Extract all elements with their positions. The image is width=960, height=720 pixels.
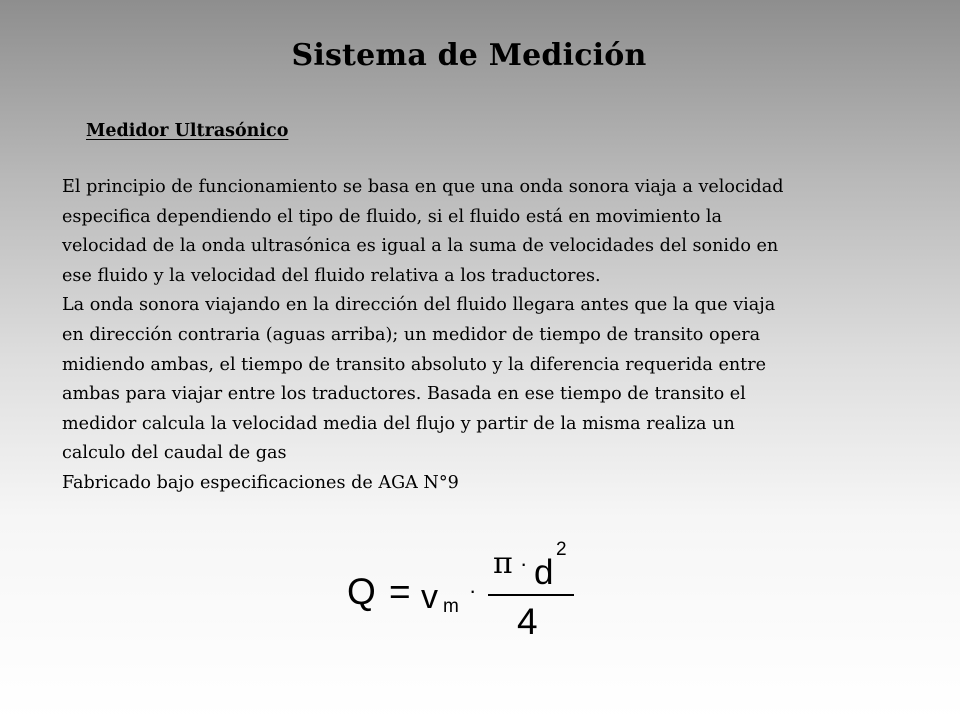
formula-velocity-subscript: m — [443, 596, 459, 617]
formula-q: Q — [347, 571, 376, 612]
formula-pi: π — [493, 546, 513, 581]
section-heading: Medidor Ultrasónico — [86, 121, 289, 141]
formula-fraction-bar — [488, 594, 574, 596]
formula-numerator-dot: · — [520, 551, 528, 576]
formula-denominator: 4 — [517, 601, 538, 642]
body-line: La onda sonora viajando en la dirección del fluido llegara antes que la que viaja — [62, 295, 776, 316]
body-line: velocidad de la onda ultrasónica es igual a la suma de velocidades del sonido en — [62, 236, 779, 257]
body-line: ambas para viajar entre los traductores. Basada en ese tiempo de transito el — [62, 384, 746, 405]
formula-exponent: 2 — [556, 539, 567, 560]
formula-velocity: v — [421, 578, 438, 616]
slide-title: Sistema de Medición — [291, 38, 647, 73]
body-line: especifica dependiendo el tipo de fluido, si el fluido está en movimiento la — [62, 206, 723, 227]
formula-equals: = — [389, 571, 411, 612]
formula-multiply-dot: · — [469, 578, 477, 603]
body-line: midiendo ambas, el tiempo de transito absoluto y la diferencia requerida entre — [62, 354, 767, 375]
body-line: medidor calcula la velocidad media del flujo y partir de la misma realiza un — [62, 413, 735, 434]
body-line: ese fluido y la velocidad del fluido relativa a los traductores. — [62, 265, 601, 286]
body-line: calculo del caudal de gas — [62, 443, 287, 464]
formula-diameter: d — [534, 553, 554, 592]
body-line: El principio de funcionamiento se basa en que una onda sonora viaja a velocidad — [62, 177, 784, 197]
body-line: Fabricado bajo especificaciones de AGA N°9 — [62, 472, 459, 493]
body-line: en dirección contraria (aguas arriba); un medidor de tiempo de transito opera — [62, 324, 761, 345]
